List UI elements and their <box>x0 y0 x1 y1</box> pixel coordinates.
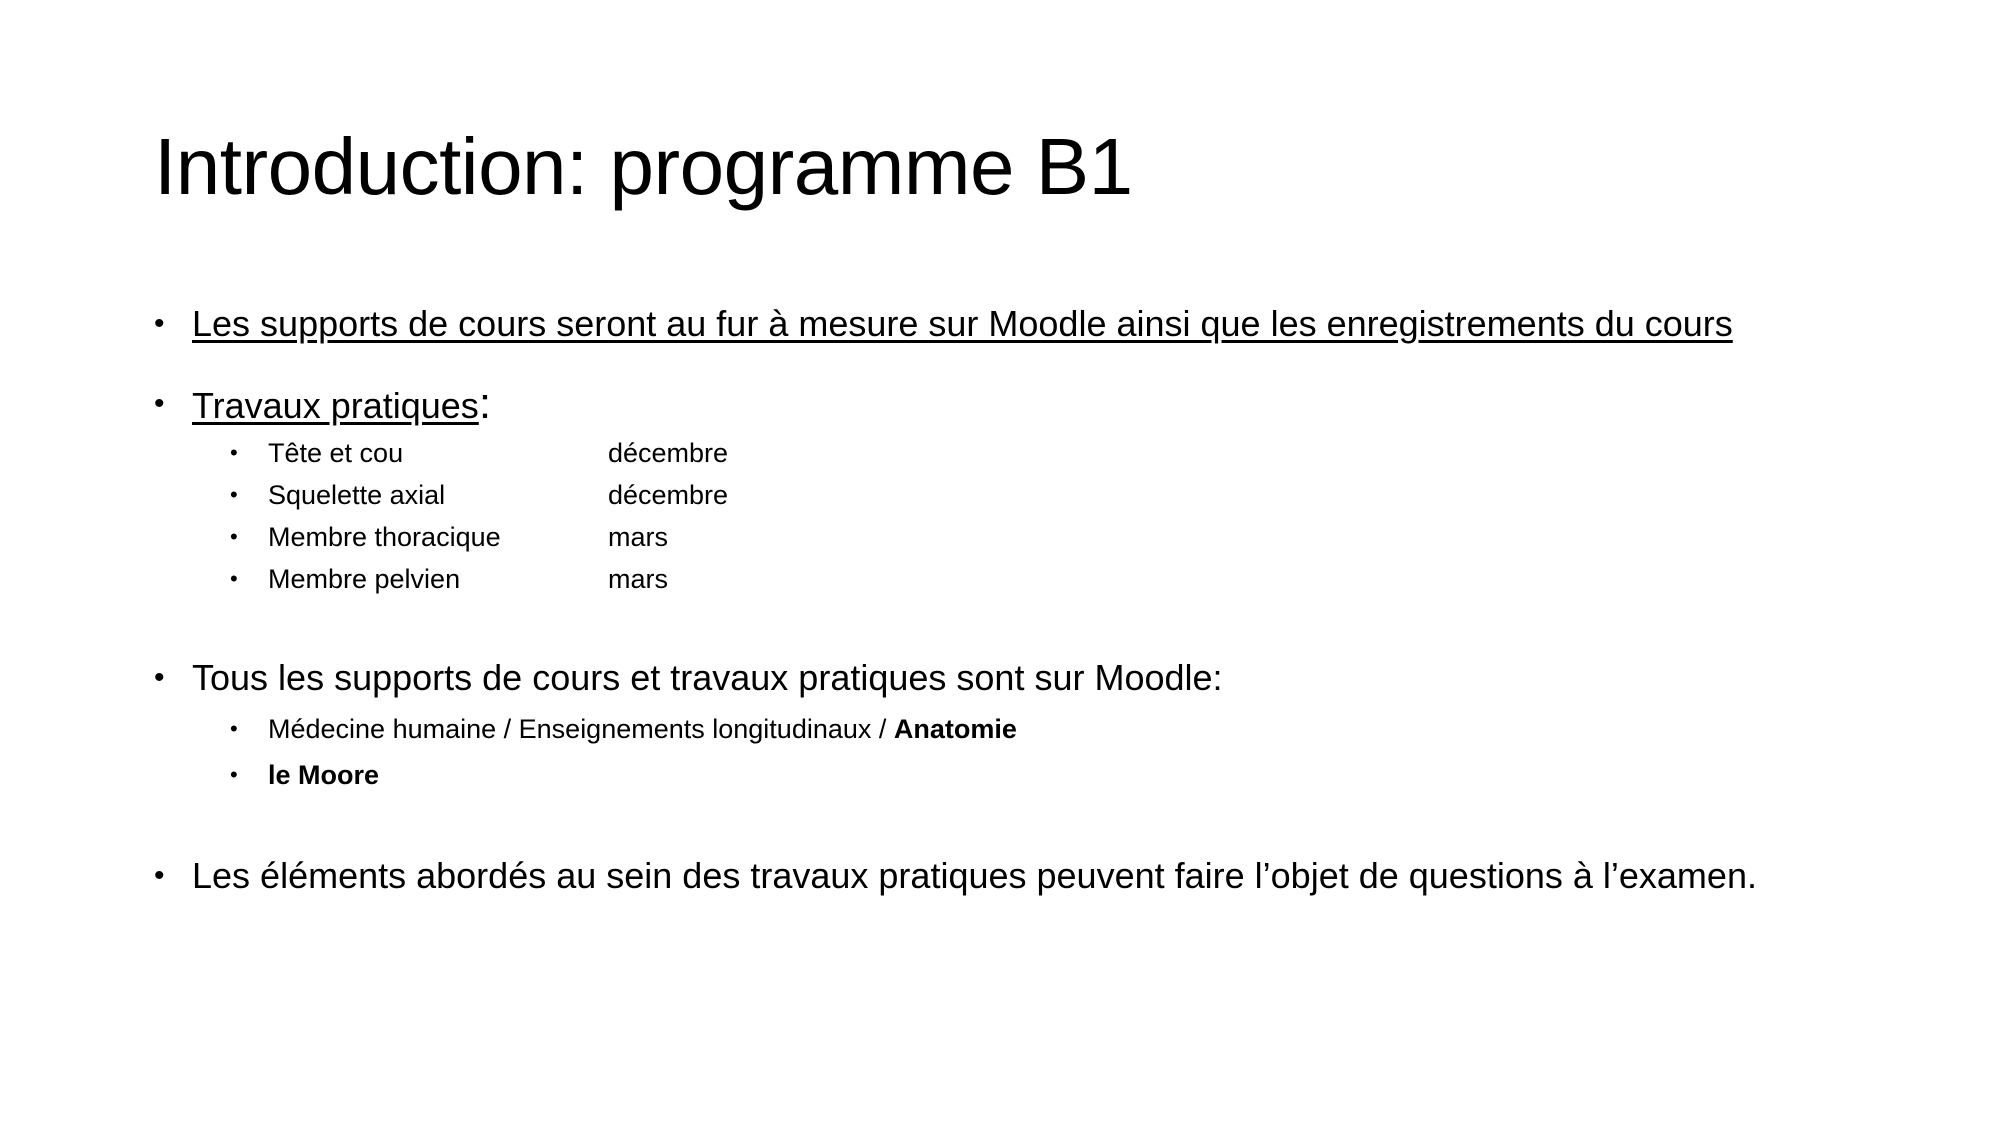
moodle-list <box>154 706 1954 798</box>
tp-month: décembre <box>608 438 729 468</box>
bullet-dot-icon: • <box>230 716 238 741</box>
bullet-dot-icon: • <box>154 859 165 892</box>
tp-month: mars <box>608 564 668 594</box>
moore-text: le Moore <box>268 760 380 790</box>
travaux-colon: : <box>478 379 492 428</box>
bullet-dot-icon: • <box>154 661 165 694</box>
bullet-elements <box>154 852 1954 900</box>
bullet-dot-icon: • <box>230 440 238 465</box>
list-item <box>154 558 1954 600</box>
moodle-path-anatomie: Anatomie <box>893 714 1017 744</box>
bullet-dot-icon: • <box>230 524 238 549</box>
bullet-supports <box>154 300 1954 348</box>
travaux-list <box>154 432 1954 600</box>
bullet-dot-icon: • <box>154 387 165 420</box>
tp-name: Membre thoracique <box>268 522 501 552</box>
bullet-dot-icon: • <box>230 482 238 507</box>
slide-title: Introduction: programme B1 <box>154 122 1133 211</box>
moodle-path: Médecine humaine / Enseignements longitudinaux / <box>268 714 894 744</box>
list-item <box>154 432 1954 474</box>
bullet-dot-icon: • <box>230 762 238 787</box>
bullet-travaux-pratiques <box>154 380 1954 430</box>
tous-text: Tous les supports de cours et travaux pratiques sont sur Moodle: <box>192 657 1223 698</box>
supports-text: Les supports de cours seront au fur à mesure sur Moodle ainsi que les enregistrements du cours <box>192 303 1733 344</box>
tp-name: Tête et cou <box>268 438 404 468</box>
list-item <box>154 706 1954 752</box>
travaux-label: Travaux pratiques <box>192 385 479 426</box>
list-item <box>154 752 1954 798</box>
slide-content <box>154 300 1954 900</box>
tp-month: mars <box>608 522 668 552</box>
elements-text: Les éléments abordés au sein des travaux pratiques peuvent faire l’objet de questions à l’examen. <box>192 855 1757 896</box>
list-item <box>154 474 1954 516</box>
bullet-dot-icon: • <box>154 307 165 340</box>
tp-name: Membre pelvien <box>268 564 461 594</box>
bullet-moodle <box>154 654 1954 702</box>
list-item <box>154 516 1954 558</box>
tp-name: Squelette axial <box>268 480 446 510</box>
bullet-dot-icon: • <box>230 566 238 591</box>
tp-month: décembre <box>608 480 729 510</box>
